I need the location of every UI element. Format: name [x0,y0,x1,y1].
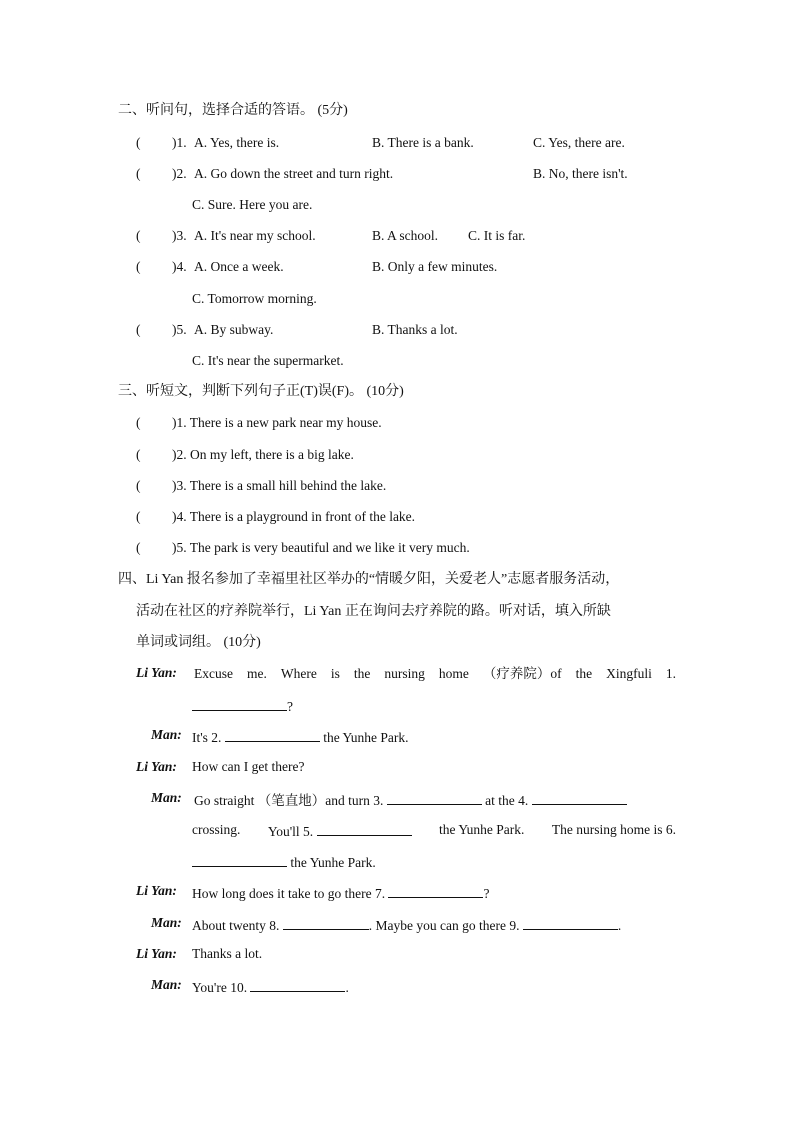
option-c: C. It's near the supermarket. [192,353,344,368]
answer-paren[interactable]: ( [136,509,141,524]
word: 1. [665,666,676,681]
answer-paren[interactable]: ( [136,415,141,430]
text: the Yunhe Park. [290,855,376,870]
word: home [438,666,469,681]
blank-4[interactable] [532,790,627,805]
option-b: B. A school. [372,228,439,243]
answer-paren[interactable]: ( [136,166,141,181]
speaker-li-yan: Li Yan: [136,883,177,898]
speaker-li-yan: Li Yan: [136,665,177,680]
option-b: B. Thanks a lot. [372,322,458,337]
blank-2[interactable] [225,727,320,742]
option-c: C. Yes, there are. [533,135,625,150]
word: is [330,666,340,681]
text: About twenty 8. [192,918,280,933]
item-number: )3. [172,228,187,243]
word: the [575,666,593,681]
question-mark: ? [287,699,293,714]
blank-6[interactable] [192,852,287,867]
word: me. [246,666,267,681]
word: （疗养院）of [482,666,562,681]
text: . Maybe you can go there 9. [368,918,520,933]
section-4-heading-line-2: 活动在社区的疗养院举行，Li Yan 正在询问去疗养院的路。听对话，填入所缺 [136,604,611,619]
answer-paren[interactable]: ( [136,478,141,493]
word: Excuse [194,666,233,681]
dialogue-2 [192,727,409,747]
item-number: )2. [172,166,187,181]
answer-paren[interactable]: ( [136,228,141,243]
dialogue-1-line-1 [194,665,676,683]
dialogue-1-line-2 [192,696,293,716]
word: Xingfuli [606,666,652,681]
word: Where [280,666,317,681]
blank-8[interactable] [283,915,369,930]
text: the Yunhe Park. [323,730,409,745]
blank-3[interactable] [387,790,482,805]
option-a: A. Yes, there is. [194,135,280,150]
option-b: B. There is a bank. [372,135,474,150]
dialogue-4-line-3 [192,852,376,872]
statement: )5. The park is very beautiful and we like it very much. [172,540,470,555]
option-a: A. Go down the street and turn right. [194,166,394,181]
dialogue-5 [192,883,489,903]
statement: )1. There is a new park near my house. [172,415,382,430]
answer-paren[interactable]: ( [136,135,141,150]
option-a: A. It's near my school. [194,228,316,243]
option-a: A. By subway. [194,322,274,337]
option-b: B. Only a few minutes. [372,259,498,274]
blank-5[interactable] [317,821,412,836]
item-number: )1. [172,135,187,150]
dialogue-3: How can I get there? [192,759,305,774]
text: It's 2. [192,730,222,745]
section-4-heading-line-1: 四、Li Yan 报名参加了幸福里社区举办的“情暖夕阳，关爱老人”志愿者服务活动， [118,572,620,587]
text: the Yunhe Park. [439,822,525,837]
option-c: C. Sure. Here you are. [192,197,313,212]
item-number: )5. [172,322,187,337]
option-a: A. Once a week. [194,259,284,274]
text: The nursing home is 6. [551,822,676,837]
blank-10[interactable] [250,977,345,992]
text: at the 4. [485,793,529,808]
dialogue-4-line-1 [194,790,627,810]
speaker-li-yan: Li Yan: [136,946,177,961]
word: the [353,666,371,681]
text: You're 10. [192,980,248,995]
speaker-li-yan: Li Yan: [136,759,177,774]
speaker-man: Man: [151,915,182,930]
option-c: C. It is far. [468,228,526,243]
text: You'll 5. [267,824,314,839]
blank-7[interactable] [388,883,483,898]
option-b: B. No, there isn't. [533,166,628,181]
word: nursing [384,666,425,681]
section-4-heading-line-3: 单词或词组。 (10分) [136,635,261,650]
speaker-man: Man: [151,727,182,742]
answer-paren[interactable]: ( [136,540,141,555]
answer-paren[interactable]: ( [136,259,141,274]
answer-paren[interactable]: ( [136,447,141,462]
speaker-man: Man: [151,977,182,992]
text: crossing. [192,822,241,837]
statement: )4. There is a playground in front of the lake. [172,509,416,524]
blank-1[interactable] [192,696,287,711]
section-2-heading: 二、听问句，选择合适的答语。 (5分) [118,103,348,118]
blank-9[interactable] [523,915,618,930]
dialogue-7: Thanks a lot. [192,946,263,961]
text: How long does it take to go there 7. [192,886,386,901]
answer-paren[interactable]: ( [136,322,141,337]
statement: )3. There is a small hill behind the lake. [172,478,387,493]
text: . [617,918,622,933]
text: ? [483,886,490,901]
dialogue-8 [192,977,349,997]
item-number: )4. [172,259,187,274]
dialogue-4-line-2 [192,821,676,841]
statement: )2. On my left, there is a big lake. [172,447,354,462]
text: Go straight （笔直地）and turn 3. [194,793,384,808]
text: . [345,980,349,995]
option-c: C. Tomorrow morning. [192,291,317,306]
dialogue-6 [192,915,621,935]
speaker-man: Man: [151,790,182,805]
section-3-heading: 三、听短文，判断下列句子正(T)误(F)。 (10分) [118,384,404,399]
